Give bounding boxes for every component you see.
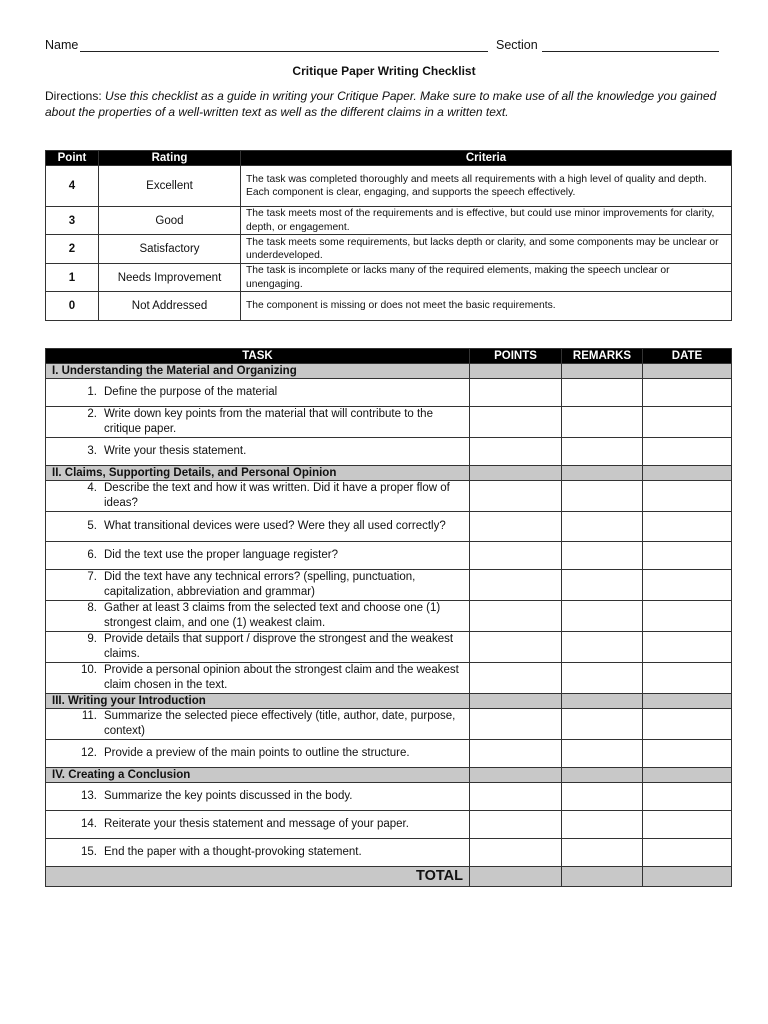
rating-row bbox=[46, 264, 732, 292]
date-cell[interactable] bbox=[643, 438, 732, 466]
total-row bbox=[46, 867, 732, 887]
task-row bbox=[46, 632, 732, 663]
points-cell[interactable] bbox=[470, 379, 562, 407]
date-cell[interactable] bbox=[643, 570, 732, 601]
section-row bbox=[46, 364, 732, 379]
section-title: IV. Creating a Conclusion bbox=[46, 768, 470, 783]
task-text: Did the text have any technical errors? (spelling, punctuation, capitalization, abbreviation and grammar) bbox=[104, 571, 416, 598]
task-text: End the paper with a thought-provoking statement. bbox=[104, 846, 362, 858]
remarks-cell[interactable] bbox=[562, 839, 643, 867]
task-text: Provide a preview of the main points to outline the structure. bbox=[104, 747, 410, 759]
task-text: Gather at least 3 claims from the selected text and choose one (1) strongest claim, and one (1) weakest claim. bbox=[104, 602, 441, 629]
task-text: What transitional devices were used? Were they all used correctly? bbox=[104, 520, 446, 532]
rating-point: 1 bbox=[46, 264, 99, 292]
date-cell[interactable] bbox=[643, 839, 732, 867]
rating-label: Good bbox=[99, 207, 241, 235]
task-table bbox=[45, 348, 732, 887]
task-text: Reiterate your thesis statement and message of your paper. bbox=[104, 818, 409, 830]
rating-row bbox=[46, 292, 732, 321]
rating-criteria: The component is missing or does not meet the basic requirements. bbox=[241, 292, 732, 321]
rating-label: Excellent bbox=[99, 166, 241, 207]
date-cell[interactable] bbox=[643, 601, 732, 632]
points-cell[interactable] bbox=[470, 438, 562, 466]
total-remarks-cell[interactable] bbox=[562, 867, 643, 887]
section-label: Section bbox=[496, 38, 538, 52]
rating-point: 3 bbox=[46, 207, 99, 235]
section-row bbox=[46, 466, 732, 481]
total-label: TOTAL bbox=[46, 867, 470, 887]
points-cell[interactable] bbox=[470, 512, 562, 542]
date-cell[interactable] bbox=[643, 542, 732, 570]
task-row bbox=[46, 783, 732, 811]
section-title: II. Claims, Supporting Details, and Personal Opinion bbox=[46, 466, 470, 481]
task-number: 9. bbox=[87, 633, 97, 645]
task-row bbox=[46, 709, 732, 740]
date-cell[interactable] bbox=[643, 663, 732, 694]
points-cell[interactable] bbox=[470, 601, 562, 632]
remarks-cell[interactable] bbox=[562, 740, 643, 768]
remarks-cell[interactable] bbox=[562, 783, 643, 811]
points-cell[interactable] bbox=[470, 811, 562, 839]
date-cell[interactable] bbox=[643, 740, 732, 768]
date-cell[interactable] bbox=[643, 407, 732, 438]
task-header-date: DATE bbox=[643, 349, 732, 364]
task-row bbox=[46, 839, 732, 867]
task-text: Provide a personal opinion about the strongest claim and the weakest claim chosen in the text. bbox=[104, 664, 459, 691]
name-label: Name bbox=[45, 38, 79, 52]
remarks-cell[interactable] bbox=[562, 512, 643, 542]
points-cell[interactable] bbox=[470, 481, 562, 512]
section-field-line[interactable] bbox=[542, 51, 719, 52]
task-text: Describe the text and how it was written. Did it have a proper flow of ideas? bbox=[104, 482, 450, 509]
task-number: 12. bbox=[81, 747, 97, 759]
points-cell[interactable] bbox=[470, 407, 562, 438]
task-row bbox=[46, 811, 732, 839]
points-cell[interactable] bbox=[470, 542, 562, 570]
rating-criteria: The task meets some requirements, but lacks depth or clarity, and some components may be unclear or underdeveloped. bbox=[241, 235, 732, 264]
task-row bbox=[46, 542, 732, 570]
task-header-task: TASK bbox=[46, 349, 470, 364]
task-text: Summarize the selected piece effectively (title, author, date, purpose, context) bbox=[104, 710, 456, 737]
date-cell[interactable] bbox=[643, 481, 732, 512]
rating-header-rating: Rating bbox=[99, 151, 241, 166]
remarks-cell[interactable] bbox=[562, 663, 643, 694]
directions bbox=[45, 88, 735, 120]
task-row bbox=[46, 601, 732, 632]
task-header-points: POINTS bbox=[470, 349, 562, 364]
rating-row bbox=[46, 235, 732, 264]
task-text: Write down key points from the material that will contribute to the critique paper. bbox=[104, 408, 433, 435]
remarks-cell[interactable] bbox=[562, 570, 643, 601]
rating-label: Not Addressed bbox=[99, 292, 241, 321]
task-number: 5. bbox=[87, 520, 97, 532]
remarks-cell[interactable] bbox=[562, 407, 643, 438]
task-text: Summarize the key points discussed in the body. bbox=[104, 790, 353, 802]
date-cell[interactable] bbox=[643, 632, 732, 663]
task-number: 4. bbox=[87, 482, 97, 494]
name-section-row bbox=[45, 38, 730, 54]
rating-table bbox=[45, 150, 732, 321]
task-number: 6. bbox=[87, 549, 97, 561]
rating-criteria: The task is incomplete or lacks many of the required elements, making the speech unclear or unengaging. bbox=[241, 264, 732, 292]
points-cell[interactable] bbox=[470, 709, 562, 740]
remarks-cell[interactable] bbox=[562, 481, 643, 512]
rating-point: 0 bbox=[46, 292, 99, 321]
task-number: 11. bbox=[81, 710, 97, 722]
points-cell[interactable] bbox=[470, 783, 562, 811]
task-number: 10. bbox=[81, 664, 97, 676]
points-cell[interactable] bbox=[470, 632, 562, 663]
section-title: III. Writing your Introduction bbox=[46, 694, 470, 709]
rating-row bbox=[46, 166, 732, 207]
rating-criteria: The task was completed thoroughly and meets all requirements with a high level of quality and depth. Each component is clear, engaging, and supports the speech effectively. bbox=[241, 166, 732, 207]
task-row bbox=[46, 407, 732, 438]
task-number: 8. bbox=[87, 602, 97, 614]
task-number: 14. bbox=[81, 818, 97, 830]
section-row bbox=[46, 768, 732, 783]
task-text: Write your thesis statement. bbox=[104, 445, 247, 457]
section-title: I. Understanding the Material and Organizing bbox=[46, 364, 470, 379]
task-text: Did the text use the proper language register? bbox=[104, 549, 338, 561]
rating-point: 2 bbox=[46, 235, 99, 264]
date-cell[interactable] bbox=[643, 709, 732, 740]
task-text: Define the purpose of the material bbox=[104, 386, 278, 398]
points-cell[interactable] bbox=[470, 740, 562, 768]
points-cell[interactable] bbox=[470, 839, 562, 867]
rating-label: Needs Improvement bbox=[99, 264, 241, 292]
task-row bbox=[46, 438, 732, 466]
task-row bbox=[46, 481, 732, 512]
rating-row bbox=[46, 207, 732, 235]
date-cell[interactable] bbox=[643, 512, 732, 542]
task-header-remarks: REMARKS bbox=[562, 349, 643, 364]
rating-point: 4 bbox=[46, 166, 99, 207]
rating-header-point: Point bbox=[46, 151, 99, 166]
task-row bbox=[46, 740, 732, 768]
task-row bbox=[46, 379, 732, 407]
date-cell[interactable] bbox=[643, 811, 732, 839]
directions-label: Directions: bbox=[45, 89, 102, 103]
task-number: 13. bbox=[81, 790, 97, 802]
points-cell[interactable] bbox=[470, 570, 562, 601]
remarks-cell[interactable] bbox=[562, 438, 643, 466]
task-number: 3. bbox=[87, 445, 97, 457]
remarks-cell[interactable] bbox=[562, 632, 643, 663]
name-field-line[interactable] bbox=[80, 51, 488, 52]
date-cell[interactable] bbox=[643, 379, 732, 407]
points-cell[interactable] bbox=[470, 663, 562, 694]
remarks-cell[interactable] bbox=[562, 542, 643, 570]
remarks-cell[interactable] bbox=[562, 379, 643, 407]
rating-criteria: The task meets most of the requirements and is effective, but could use minor improvements for clarity, depth, or engagement. bbox=[241, 207, 732, 235]
remarks-cell[interactable] bbox=[562, 811, 643, 839]
remarks-cell[interactable] bbox=[562, 601, 643, 632]
rating-header-criteria: Criteria bbox=[241, 151, 732, 166]
task-text: Provide details that support / disprove the strongest and the weakest claims. bbox=[104, 633, 454, 660]
date-cell[interactable] bbox=[643, 783, 732, 811]
task-number: 7. bbox=[87, 571, 97, 583]
task-row bbox=[46, 570, 732, 601]
total-points-cell[interactable] bbox=[470, 867, 562, 887]
task-row bbox=[46, 512, 732, 542]
directions-text: Use this checklist as a guide in writing your Critique Paper. Make sure to make use of all the knowledge you gained about the properties of a well-written text as well as the different claims in a written text. bbox=[45, 89, 717, 119]
remarks-cell[interactable] bbox=[562, 709, 643, 740]
section-row bbox=[46, 694, 732, 709]
rating-label: Satisfactory bbox=[99, 235, 241, 264]
task-row bbox=[46, 663, 732, 694]
page-title: Critique Paper Writing Checklist bbox=[292, 64, 476, 78]
total-date-cell[interactable] bbox=[643, 867, 732, 887]
task-number: 2. bbox=[87, 408, 97, 420]
task-number: 15. bbox=[81, 846, 97, 858]
task-number: 1. bbox=[87, 386, 97, 398]
